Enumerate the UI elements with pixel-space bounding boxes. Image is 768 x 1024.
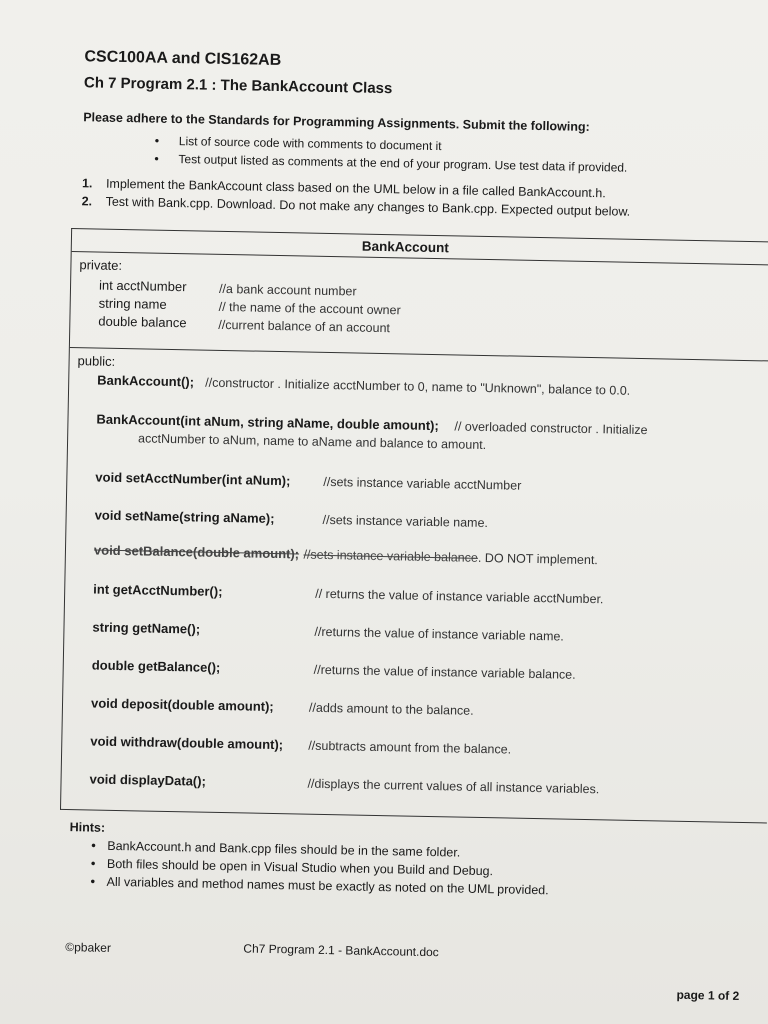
method-comment: // overloaded constructor . Initialize <box>454 419 648 438</box>
course-title: CSC100AA and CIS162AB <box>84 48 282 70</box>
method-comment-continued: acctNumber to aNum, name to aName and balance to amount. <box>138 431 487 453</box>
field-decl: string name <box>98 295 167 312</box>
struck-method-row <box>94 542 598 570</box>
method-comment: //constructor . Initialize acctNumber to 0, name to "Unknown", balance to 0.0. <box>205 375 631 398</box>
public-label: public: <box>77 353 116 369</box>
method-signature: void setBalance(double amount); <box>93 542 300 562</box>
hints-title: Hints: <box>69 820 106 835</box>
field-decl: double balance <box>98 313 187 331</box>
uml-class-name: BankAccount <box>361 238 450 256</box>
uml-diagram <box>60 228 768 823</box>
submit-item: • Test output listed as comments at the end of your program. Use test data if provided. <box>154 151 628 175</box>
method-signature: string getName(); <box>92 619 201 637</box>
footer-author: ©pbaker <box>65 940 112 955</box>
method-signature: void setName(string aName); <box>94 507 275 526</box>
method-comment: //sets instance variable name. <box>322 512 489 531</box>
step-item: 1. Implement the BankAccount class based on the UML below in a file called BankAccount.h. <box>81 176 606 201</box>
method-comment: // returns the value of instance variable acctNumber. <box>315 586 604 607</box>
method-signature: void withdraw(double amount); <box>90 733 284 753</box>
method-comment: //sets instance variable acctNumber <box>323 474 522 493</box>
hint-item: • All variables and method names must be exactly as noted on the UML provided. <box>90 874 549 898</box>
method-signature: BankAccount(int aNum, string aName, double amount); <box>96 411 439 434</box>
submit-item: • List of source code with comments to document it <box>154 133 442 154</box>
hint-item: • Both files should be open in Visual Studio when you Build and Debug. <box>90 856 494 879</box>
method-signature: int getAcctNumber(); <box>93 581 223 599</box>
footer-filename: Ch7 Program 2.1 - BankAccount.doc <box>243 941 439 960</box>
private-label: private: <box>79 257 123 274</box>
field-comment: //current balance of an account <box>218 317 391 336</box>
method-comment: //adds amount to the balance. <box>308 700 474 718</box>
method-comment: //displays the current values of all instance variables. <box>307 776 600 797</box>
method-signature: void setAcctNumber(int aNum); <box>95 469 291 489</box>
page-number: page 1 of 2 <box>676 987 740 1003</box>
field-comment: //a bank account number <box>218 281 357 299</box>
field-decl: int acctNumber <box>98 277 187 295</box>
method-comment: //returns the value of instance variable name. <box>314 624 564 644</box>
uml-divider <box>70 347 768 362</box>
method-note: . DO NOT implement. <box>477 550 598 568</box>
instructions-intro: Please adhere to the Standards for Programming Assignments. Submit the following: <box>83 110 590 134</box>
uml-header <box>72 229 768 266</box>
method-comment: //subtracts amount from the balance. <box>308 738 512 757</box>
method-signature: void displayData(); <box>89 771 207 789</box>
method-signature: void deposit(double amount); <box>90 695 274 714</box>
program-title: Ch 7 Program 2.1 : The BankAccount Class <box>83 74 393 98</box>
field-comment: // the name of the account owner <box>218 299 401 318</box>
method-signature: BankAccount(); <box>97 372 195 390</box>
step-item: 2. Test with Bank.cpp. Download. Do not make any changes to Bank.cpp. Expected output below. <box>81 194 631 219</box>
method-comment: //sets instance variable balance <box>303 547 479 565</box>
hint-item: • BankAccount.h and Bank.cpp files should be in the same folder. <box>91 838 461 860</box>
method-signature: double getBalance(); <box>91 657 221 675</box>
method-comment: //returns the value of instance variable balance. <box>313 662 576 682</box>
